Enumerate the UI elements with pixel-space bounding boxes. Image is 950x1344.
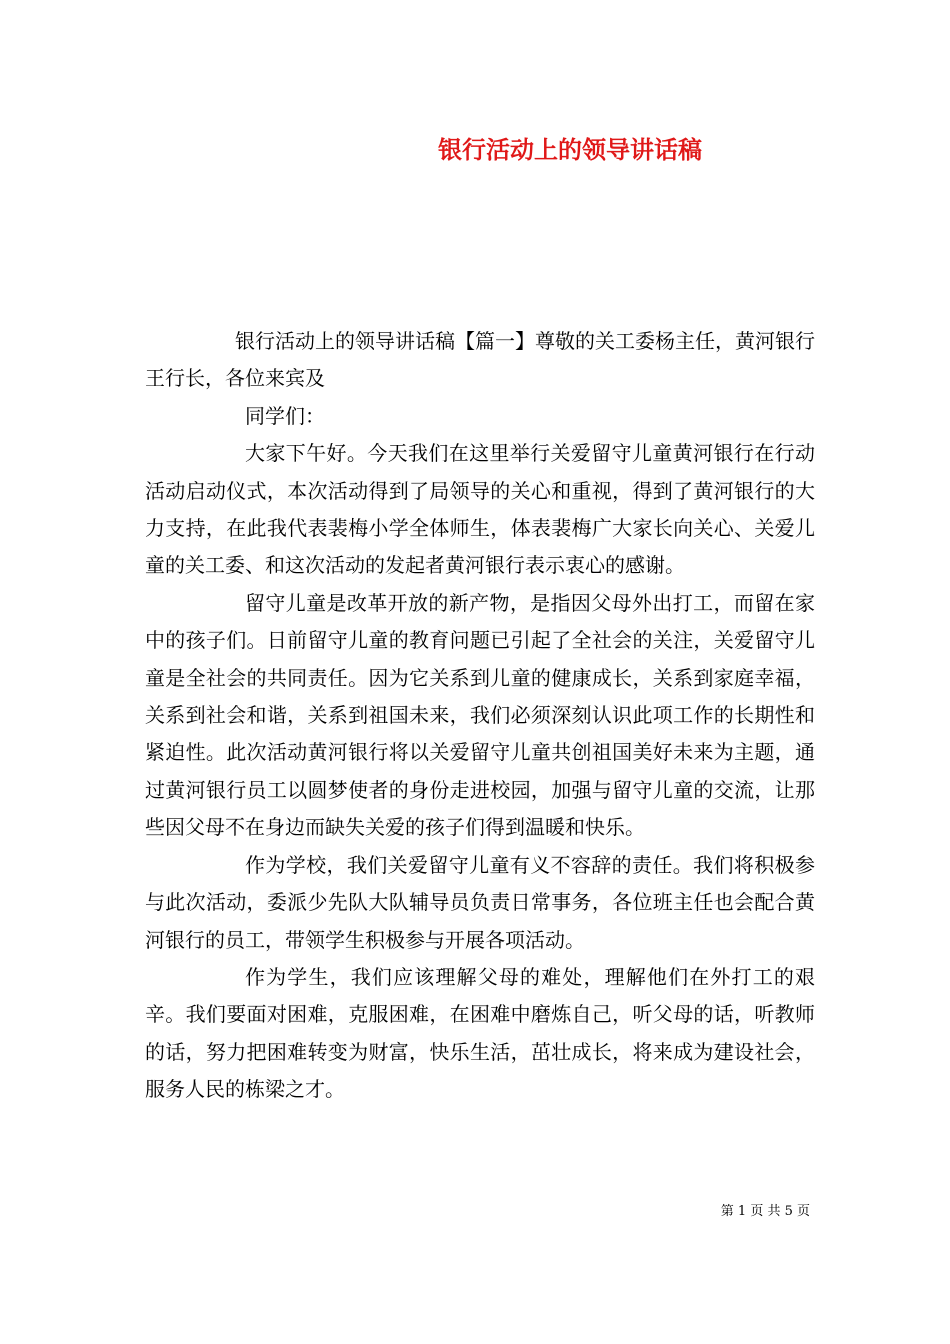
paragraph-greeting: 大家下午好。今天我们在这里举行关爱留守儿童黄河银行在行动活动启动仪式，本次活动得到了局领导的关心和重视，得到了黄河银行的大力支持，在此我代表裴梅小学全体师生，体表裴梅广大家长向关心、关爱儿童的关工委、和这次活动的发起者黄河银行表示衷心的感谢。 <box>145 441 815 578</box>
document-title: 银行活动上的领导讲话稿 <box>438 135 702 164</box>
paragraph-salutation: 同学们： <box>245 403 325 428</box>
paragraph-student-role: 作为学生，我们应该理解父母的难处，理解他们在外打工的艰辛。我们要面对困难，克服困难，在困难中磨炼自己，听父母的话，听教师的话，努力把困难转变为财富，快乐生活，茁壮成长，将来成为建设社会，服务人民的栋梁之才。 <box>145 964 815 1102</box>
paragraph-school-role: 作为学校，我们关爱留守儿童有义不容辞的责任。我们将积极参与此次活动，委派少先队大队辅导员负责日常事务，各位班主任也会配合黄河银行的员工，带领学生积极参与开展各项活动。 <box>145 852 815 952</box>
paragraph-opening: 银行活动上的领导讲话稿【篇一】尊敬的关工委杨主任，黄河银行王行长，各位来宾及 <box>145 329 815 391</box>
paragraph-left-behind-children: 留守儿童是改革开放的新产物，是指因父母外出打工，而留在家中的孩子们。日前留守儿童的教育问题已引起了全社会的关注，关爱留守儿童是全社会的共同责任。因为它关系到儿童的健康成长，关系到家庭幸福，关系到社会和谐，关系到祖国未来，我们必须深刻认识此项工作的长期性和紧迫性。此次活动黄河银行将以关爱留守儿童共创祖国美好未来为主题，通过黄河银行员工以圆梦使者的身份走进校园，加强与留守儿童的交流，让那些因父母不在身边而缺失关爱的孩子们得到温暖和快乐。 <box>145 590 815 840</box>
document-body <box>145 323 815 1109</box>
page-number: 第 1 页 共 5 页 <box>720 1204 810 1219</box>
